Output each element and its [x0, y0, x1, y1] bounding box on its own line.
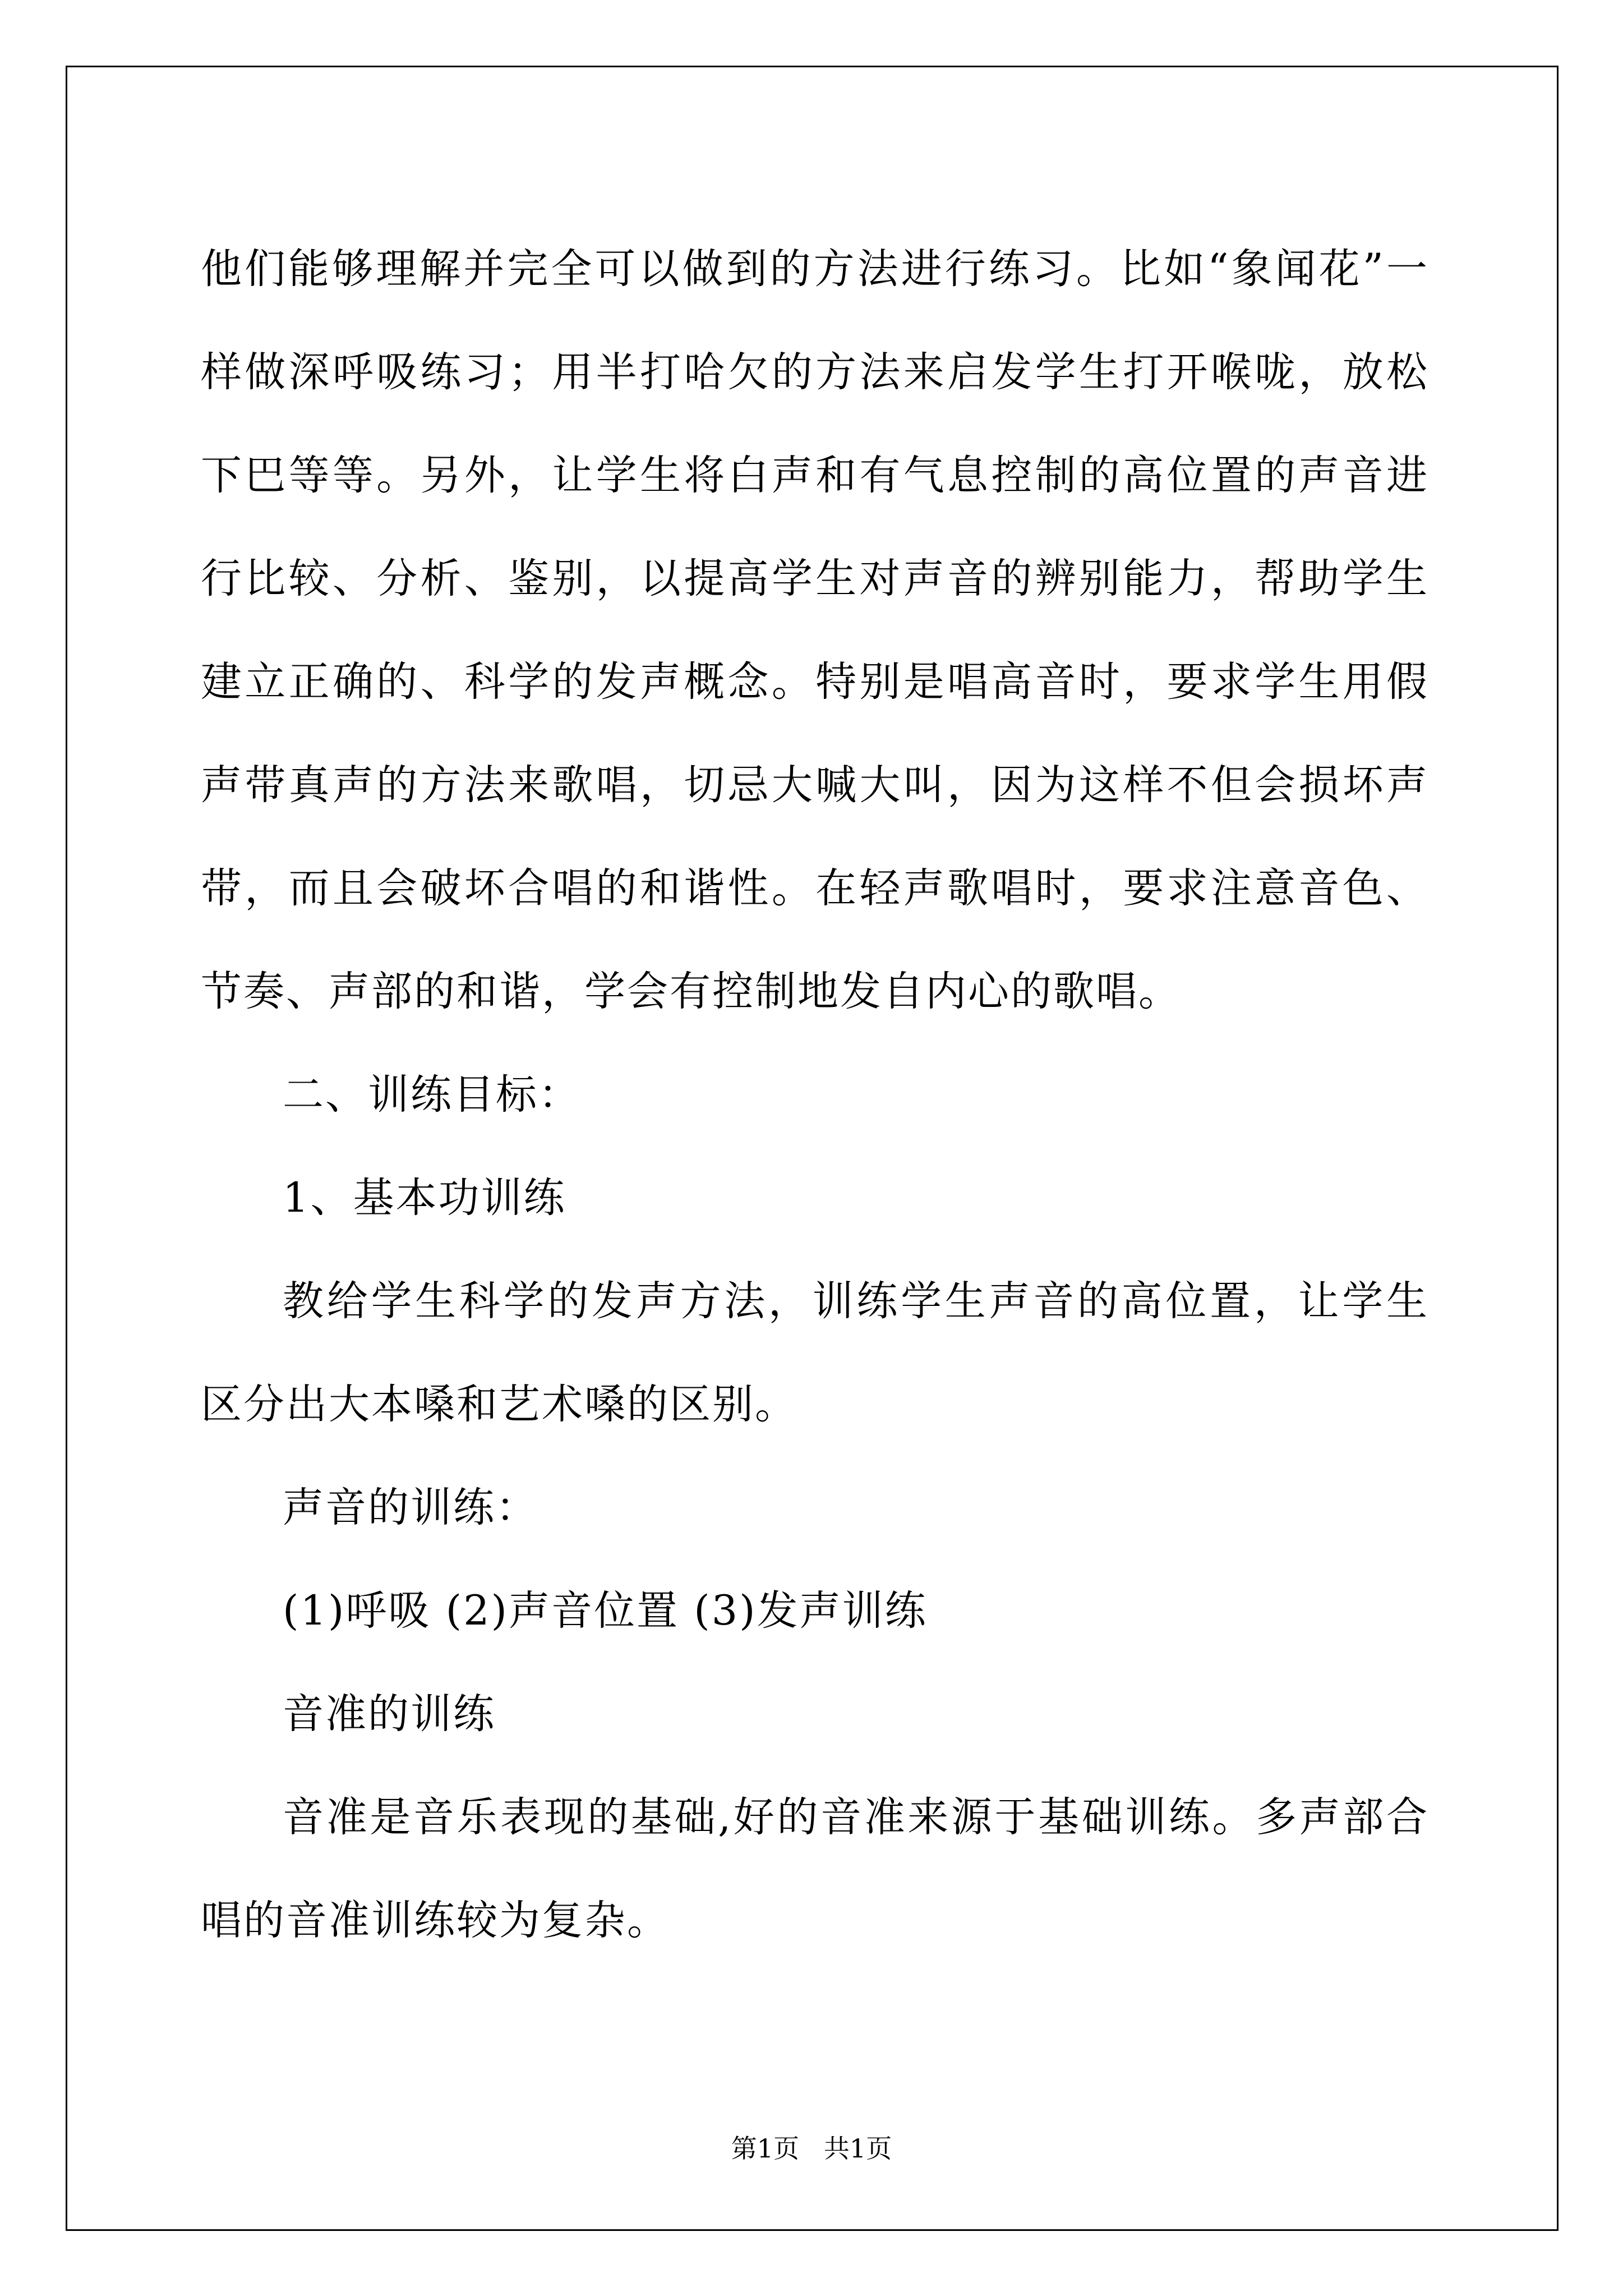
- document-body: [201, 218, 1429, 1972]
- page-number-footer: 第1页 共1页: [731, 2133, 892, 2164]
- section-heading-training-goals: 二、训练目标：: [283, 1071, 581, 1119]
- paragraph-pitch-accuracy: 音准是音乐表现的基础,好的音准来源于基础训练。多声部合唱的音准训练较为复杂。: [201, 1793, 1429, 1944]
- subheading-voice-training: 声音的训练：: [283, 1484, 538, 1531]
- subheading-pitch-training: 音准的训练: [283, 1690, 496, 1738]
- paragraph-vocal-method: 教给学生科学的发声方法，训练学生声音的高位置，让学生区分出大本嗓和艺术嗓的区别。: [201, 1277, 1429, 1428]
- paragraph-continuation: 他们能够理解并完全可以做到的方法进行练习。比如“象闻花”一样做深呼吸练习；用半打哈欠的方法来启发学生打开喉咙，放松下巴等等。另外，让学生将白声和有气息控制的高位置的声音进行比较、分析、鉴别，以提高学生对声音的辨别能力，帮助学生建立正确的、科学的发声概念。特别是唱高音时，要求学生用假声带真声的方法来歌唱，切忌大喊大叫，因为这样不但会损坏声带，而且会破坏合唱的和谐性。在轻声歌唱时，要求注意音色、节奏、声部的和谐，学会有控制地发自内心的歌唱。: [201, 245, 1429, 1015]
- voice-training-items: (1)呼吸 (2)声音位置 (3)发声训练: [283, 1587, 928, 1635]
- subheading-basic-training: 1、基本功训练: [283, 1174, 566, 1222]
